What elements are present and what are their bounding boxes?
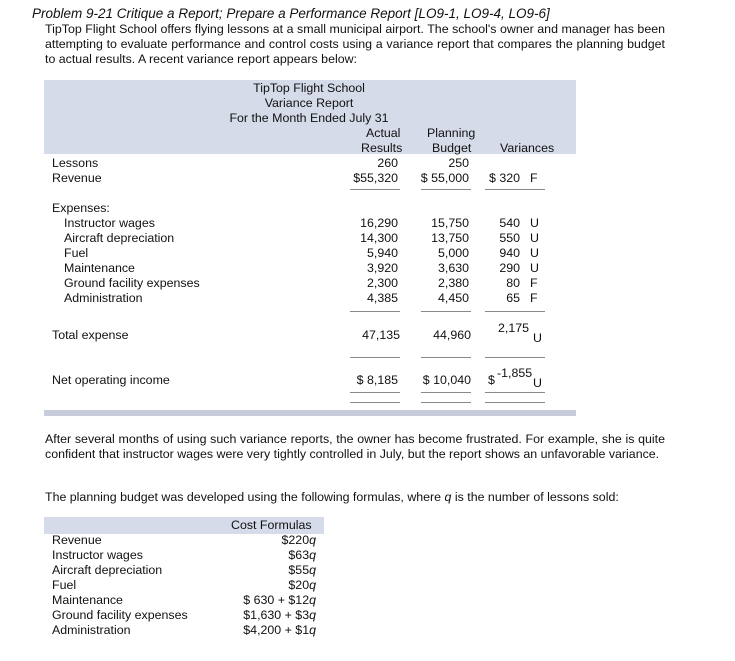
rule-variance-noi-2 <box>485 402 545 403</box>
rule-actual-total <box>350 357 400 358</box>
row-label: Maintenance <box>64 261 135 275</box>
variance-flag: F <box>530 171 538 185</box>
variance-flag: U <box>530 261 539 275</box>
rule-actual-revenue <box>350 189 400 190</box>
formulas-intro-var: q <box>444 490 452 504</box>
planning-value: $ 55,000 <box>420 171 469 185</box>
variance-flag: F <box>530 291 538 305</box>
cost-formula: $220q <box>281 533 316 547</box>
planning-value: 44,960 <box>433 328 471 342</box>
actual-value: 47,135 <box>362 328 400 342</box>
variance-flag: U <box>533 331 542 345</box>
planning-value: 250 <box>448 156 469 170</box>
frustration-paragraph: After several months of using such variance reports, the owner has become frustrated. For example, she is quite confident that instructor wages were very tightly controlled in July, but the report shows an unfavorable variance. <box>45 432 665 461</box>
row-label: Net operating income <box>52 373 170 387</box>
formulas-intro-post: is the number of lessons sold: <box>451 490 619 504</box>
cost-label: Revenue <box>52 533 102 547</box>
cost-formula: $4,200 + $1q <box>243 623 316 637</box>
row-label: Total expense <box>52 328 129 342</box>
planning-value: 2,380 <box>437 276 469 290</box>
rule-variance-expenses <box>485 311 545 312</box>
expenses-label: Expenses: <box>52 201 110 215</box>
variance-value: 940 <box>499 246 520 260</box>
formulas-intro-paragraph <box>45 490 665 505</box>
col-header-actual-2: Results <box>361 141 403 155</box>
planning-value: 3,630 <box>437 261 469 275</box>
variance-dollar-sign: $ <box>488 373 495 387</box>
cost-formula: $63q <box>288 548 316 562</box>
planning-value: $ 10,040 <box>422 373 471 387</box>
cost-formula: $20q <box>288 578 316 592</box>
variance-value: 290 <box>499 261 520 275</box>
actual-value: 3,920 <box>366 261 398 275</box>
cost-label: Aircraft depreciation <box>52 563 163 577</box>
rule-planning-revenue <box>421 189 471 190</box>
variance-value: $ 320 <box>488 171 520 185</box>
rule-planning-noi-2 <box>421 402 471 403</box>
intro-paragraph: TipTop Flight School offers flying lessons at a small municipal airport. The school's owner and manager has been attempting to evaluate performance and control costs using a variance report that compares the planning budget to actual results. A recent variance report appears below: <box>45 22 665 66</box>
actual-value: 14,300 <box>360 231 398 245</box>
rule-planning-expenses <box>421 311 471 312</box>
actual-value: $55,320 <box>353 171 398 185</box>
actual-value: 5,940 <box>366 246 398 260</box>
rule-actual-noi-1 <box>350 392 400 393</box>
variance-value: 80 <box>506 276 520 290</box>
row-label: Aircraft depreciation <box>64 231 175 245</box>
variance-flag: U <box>530 216 539 230</box>
cost-formulas-header: Cost Formulas <box>231 518 312 532</box>
variance-flag: U <box>533 376 542 390</box>
cost-label: Maintenance <box>52 593 123 607</box>
cost-label: Ground facility expenses <box>52 608 188 622</box>
rule-variance-revenue <box>485 189 545 190</box>
variance-value: -1,855 <box>497 366 533 380</box>
report-bottom-bar <box>44 410 576 416</box>
report-period: For the Month Ended July 31 <box>229 111 389 125</box>
planning-value: 15,750 <box>431 216 469 230</box>
cost-formula: $1,630 + $3q <box>243 608 316 622</box>
row-label: Instructor wages <box>64 216 155 230</box>
variance-flag: F <box>530 276 538 290</box>
actual-value: 2,300 <box>366 276 398 290</box>
rule-variance-noi-1 <box>485 392 545 393</box>
row-label: Fuel <box>64 246 89 260</box>
col-header-planning-2: Budget <box>432 141 472 155</box>
problem-title: Problem 9-21 Critique a Report; Prepare a Performance Report [LO9-1, LO9-4, LO9-6] <box>32 6 550 21</box>
formulas-intro-pre: The planning budget was developed using the following formulas, where <box>45 490 445 504</box>
variance-value: 65 <box>506 291 520 305</box>
rule-variance-total <box>485 357 545 358</box>
variance-value: 2,175 <box>498 321 530 335</box>
actual-value: 4,385 <box>366 291 398 305</box>
variance-flag: U <box>530 231 539 245</box>
report-company: TipTop Flight School <box>253 81 365 95</box>
planning-value: 13,750 <box>431 231 469 245</box>
cost-label: Instructor wages <box>52 548 143 562</box>
col-header-variances: Variances <box>500 141 555 155</box>
rule-actual-expenses <box>350 311 400 312</box>
rule-planning-noi-1 <box>421 392 471 393</box>
variance-value: 550 <box>499 231 520 245</box>
row-label: Revenue <box>52 171 102 185</box>
report-name: Variance Report <box>264 96 354 110</box>
actual-value: 260 <box>377 156 398 170</box>
col-header-actual-1: Actual <box>366 126 401 140</box>
actual-value: 16,290 <box>360 216 398 230</box>
row-label: Administration <box>64 291 143 305</box>
planning-value: 5,000 <box>437 246 469 260</box>
variance-flag: U <box>530 246 539 260</box>
col-header-planning-1: Planning <box>427 126 476 140</box>
actual-value: $ 8,185 <box>356 373 398 387</box>
variance-value: 540 <box>499 216 520 230</box>
row-label: Ground facility expenses <box>64 276 200 290</box>
rule-planning-total <box>421 357 471 358</box>
cost-label: Fuel <box>52 578 77 592</box>
cost-formula: $55q <box>288 563 316 577</box>
cost-formula: $ 630 + $12q <box>243 593 316 607</box>
cost-label: Administration <box>52 623 131 637</box>
rule-actual-noi-2 <box>350 402 400 403</box>
row-label: Lessons <box>52 156 99 170</box>
planning-value: 4,450 <box>437 291 469 305</box>
